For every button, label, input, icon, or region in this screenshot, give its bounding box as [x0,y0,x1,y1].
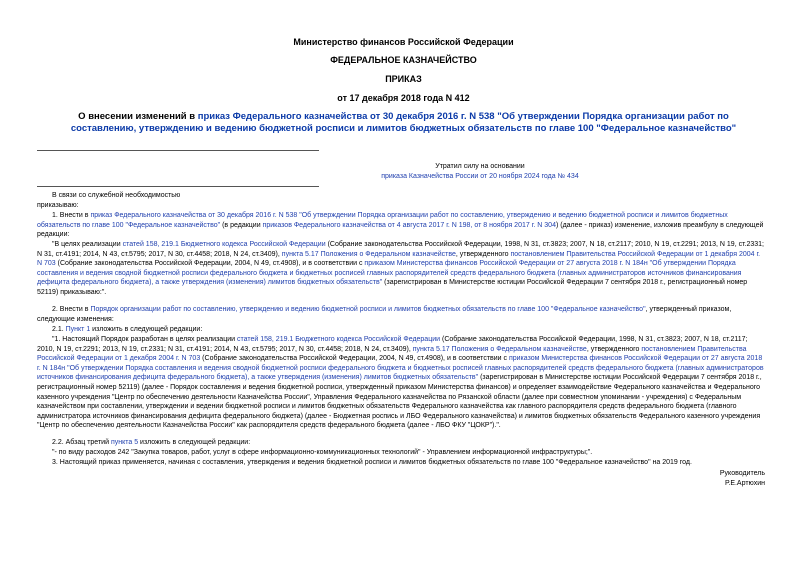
signatory-role: Руководитель [719,470,765,477]
text-run: 1. Внести в [52,212,91,219]
paragraph-1 [37,211,765,240]
treasury-regulation-link[interactable]: пункта 5.17 Положения о Федеральном казначействе [281,250,456,258]
paragraph-2-1 [37,325,765,335]
text-run: , утвержденного [455,250,511,258]
clause-1-quote [37,335,765,431]
status-note-line: Утратил силу на основании [435,163,525,170]
date-number-heading: от 17 декабря 2018 года N 412 [337,93,470,103]
government-decree-link[interactable]: постановлением Правительства Российской Федерации от 1 декабря 2004 г. N 703 [37,345,747,363]
text-run: (зарегистрирован в Министерстве юстиции Российской Федерации 7 сентября 2018 г., регистрационный номер 52119) (далее - Порядок составления и ведения бюджетной росписи, утвержденный приказом Министерства финансов) и определяет взаимодействие Федерального казначейства и Федерального казенного учреждения "Центр по обеспечению деятельности Казначейства России", Управления Федерального казначейства по Рязанской области (далее при совместном упоминании - учреждения) с Федеральным казначейством при составлении, утверждении и ведении бюджетной росписи и лимитов бюджетных обязательств Федерального казначейства как главного распорядителя средств федерального бюджета (главного администратора источников финансирования дефицита федерального бюджета) (далее - Бюджетная роспись и ЛБО Федерального казначейства) и лимитов бюджетных обязательств Федерального казенного учреждения "Центр по обеспечению деятельности Казначейства России" как распорядителя средств федерального бюджета (далее - ЛБО ФКУ "ЦОКР").". [37,374,762,430]
clause-5-quote: "- по виду расходов 242 "Закупка товаров, работ, услуг в сфере информационно-коммуникационных технологий" - Управлением информационной инфраструктуры;". [52,449,593,456]
paragraph-2-2 [37,438,765,448]
clause-1-link[interactable]: Пункт 1 [65,326,91,333]
text-run: изложить в следующей редакции: [138,439,251,446]
preamble-quote [37,240,765,298]
text-run: (Собрание законодательства Российской Федерации, 1998, N 31, ст.3823; 2007, N 18, ст.2117; 2010, N 19, ст.2291; 2013, N 19, ст.2331; N 31, ст.4191; 2014, N 43, ст.5795; 2017, N 30, ст.4458; 2018, N 24, ст.3409), [37,336,748,353]
minfin-order-184n-link[interactable]: приказом Министерства финансов Российской Федерации от 27 августа 2018 г. N 184н "Об утверждении Порядка составления и ведения сводной бюджетной росписи федерального бюджета и бюджетных росписей главных распорядителей средств федерального бюджета (главных администраторов источников финансирования дефицита федерального бюджета), а также утверждения (изменения) лимитов бюджетных обязательств" [37,260,742,287]
separator-line [37,186,319,187]
text-run: "1. Настоящий Порядок разработан в целях реализации [52,336,237,343]
document-type-heading: ПРИКАЗ [385,74,422,84]
intro-order-line: приказываю: [37,202,79,209]
budget-code-link[interactable]: статей 158, 219.1 Бюджетного кодекса Российской Федерации [236,336,441,343]
text-run: изложить в следующей редакции: [90,326,203,333]
minfin-order-184n-link[interactable]: приказом Министерства финансов Российской Федерации от 27 августа 2018 г. N 184н "Об утверждении Порядка составления и ведения сводной бюджетной росписи федерального бюджета и бюджетных росписей главных распорядителей средств федерального бюджета (главных администраторов источников финансирования дефицита федерального бюджета), а также утверждения (изменения) лимитов бюджетных обязательств" [37,355,764,382]
budget-code-link[interactable]: статей 158, 219.1 Бюджетного кодекса Российской Федерации [122,241,326,248]
text-run: , утвержденный приказом, следующие изменения: [37,306,732,323]
procedure-link[interactable]: Порядок организации работ по составлению, утверждению и ведению бюджетной росписи и лимитов бюджетных обязательств по главе 100 "Федеральное казначейство" [90,306,646,313]
text-run: , утвержденного [586,345,642,353]
text-run: (Собрание законодательства Российской Федерации, 2004, N 49, ст.4908), и в соответствии с [55,260,365,268]
clause-5-link[interactable]: пункта 5 [110,439,139,446]
text-run: (Собрание законодательства Российской Федерации, 1998, N 31, ст.3823; 2007, N 18, ст.2117; 2010, N 19, ст.2291; 2013, N 19, ст.2331; N 31, ст.4191; 2014, N 43, ст.5795; 2017, N 30, ст.4458; 2018, N 24, ст.3409), [37,241,764,258]
paragraph-3: 3. Настоящий приказ применяется, начиная с составления, утверждения и ведения бюджетной росписи и лимитов бюджетных обязательств по главе 100 "Федеральное казначейство" на 2019 год. [52,459,692,466]
intro-line: В связи со служебной необходимостью [52,192,181,199]
text-run: "В целях реализации [52,241,123,248]
text-run: ) (далее - приказ) изменение, изложив преамбулу в следующей редакции: [37,221,764,239]
amending-orders-link[interactable]: приказов Федерального казначейства от 4 августа 2017 г. N 198, от 8 ноября 2017 г. N 304 [262,221,556,229]
status-note-link-line [300,172,660,182]
ministry-heading: Министерство финансов Российской Федерации [293,37,514,47]
government-decree-link[interactable]: постановлением Правительства Российской Федерации от 1 декабря 2004 г. N 703 [37,250,761,268]
paragraph-2 [37,305,765,324]
document-title [60,111,747,135]
text-run: 2.2. Абзац третий [52,439,111,446]
order-538-link[interactable]: приказ Федерального казначейства от 30 декабря 2016 г. N 538 "Об утверждении Порядка организации работ по составлению, утверждению и ведению бюджетной росписи и лимитов бюджетных обязательств по главе 100 "Федеральное казначейство" [37,212,728,229]
title-link[interactable]: приказ Федерального казначейства от 30 декабря 2016 г. N 538 "Об утверждении Порядка организации работ по составлению, утверждению и ведению бюджетной росписи и лимитов бюджетных обязательств по главе 100 "Федеральное казначейство" [70,111,737,134]
signatory-name: Р.Е.Артюхин [725,480,765,487]
text-run: (в редакции [220,221,263,229]
treasury-regulation-link[interactable]: пункта 5.17 Положения о Федеральном казначействе [412,345,587,353]
text-run: 2. Внести в [52,306,91,313]
text-run: 2.1. [52,326,66,333]
text-run: (Собрание законодательства Российской Федерации, 2004, N 49, ст.4908), и в соответствии с [200,355,509,363]
title-prefix: О внесении изменений в [78,111,198,122]
repeal-order-link[interactable]: приказа Казначейства России от 20 ноября 2024 года № 434 [381,173,579,180]
agency-heading: ФЕДЕРАЛЬНОЕ КАЗНАЧЕЙСТВО [330,55,477,65]
text-run: (зарегистрирован в Министерстве юстиции Российской Федерации 7 сентября 2018 г., регистрационный номер 52119) приказываю:". [37,279,748,296]
separator-line [37,150,319,151]
